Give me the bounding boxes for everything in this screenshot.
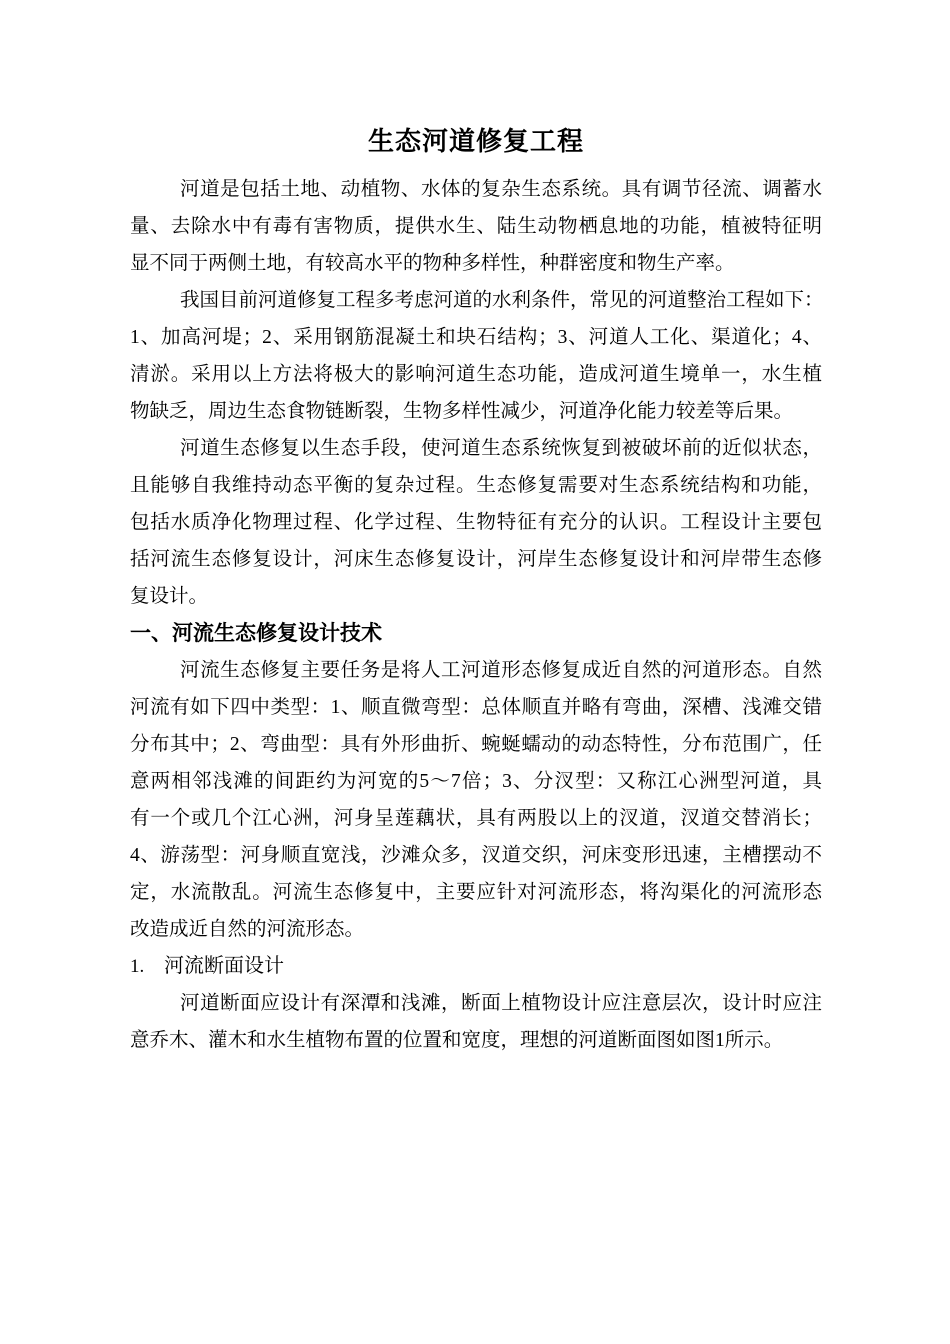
text-line: 定，水流散乱。河流生态修复中，主要应针对河流形态，将沟渠化的河流形态 — [130, 882, 822, 903]
list-item-text: 河流断面设计 — [164, 955, 284, 977]
text-line: 意乔木、灌木和水生植物布置的位置和宽度，理想的河道断面图如图1所示。 — [130, 1030, 784, 1051]
list-item-marker: 1. — [130, 956, 145, 977]
text-line: 分布其中；2、弯曲型：具有外形曲折、蜿蜒蠕动的动态特性，分布范围广，任 — [130, 734, 822, 755]
section-heading-1: 一、河流生态修复设计技术 — [130, 621, 382, 645]
page-title: 生态河道修复工程 — [367, 127, 584, 156]
text-line: 有一个或几个江心洲，河身呈莲藕状，具有两股以上的汊道，汊道交替消长； — [130, 808, 822, 829]
paragraph-5 — [130, 985, 822, 1059]
text-line: 且能够自我维持动态平衡的复杂过程。生态修复需要对生态系统结构和功能， — [130, 475, 822, 496]
paragraph-1 — [130, 171, 822, 282]
text-line: 清淤。采用以上方法将极大的影响河道生态功能，造成河道生境单一，水生植 — [130, 364, 822, 385]
text-line: 1、加高河堤；2、采用钢筋混凝土和块石结构；3、河道人工化、渠道化；4、 — [130, 327, 822, 348]
text-line: 括河流生态修复设计，河床生态修复设计，河岸生态修复设计和河岸带生态修 — [130, 549, 822, 570]
text-line: 显不同于两侧土地，有较高水平的物种多样性，种群密度和物生产率。 — [130, 253, 735, 274]
text-line: 河道生态修复以生态手段，使河道生态系统恢复到被破坏前的近似状态， — [180, 438, 822, 459]
document-content — [130, 126, 822, 1059]
paragraph-2 — [130, 282, 822, 430]
text-line: 量、去除水中有毒有害物质，提供水生、陆生动物栖息地的功能，植被特征明 — [130, 216, 822, 237]
text-line: 4、游荡型：河身顺直宽浅，沙滩众多，汊道交织，河床变形迅速，主槽摆动不 — [130, 845, 822, 866]
list-item-1 — [130, 948, 822, 985]
paragraph-3 — [130, 430, 822, 615]
text-line: 我国目前河道修复工程多考虑河道的水利条件，常见的河道整治工程如下： — [180, 290, 824, 311]
paragraph-4 — [130, 652, 822, 948]
text-line: 包括水质净化物理过程、化学过程、生物特征有充分的认识。工程设计主要包 — [130, 512, 822, 533]
text-line: 复设计。 — [130, 586, 209, 607]
text-line: 意两相邻浅滩的间距约为河宽的5～7倍；3、分汊型：又称江心洲型河道，具 — [130, 771, 822, 792]
text-line: 改造成近自然的河流形态。 — [130, 919, 365, 940]
text-line: 河道断面应设计有深潭和浅滩，断面上植物设计应注意层次，设计时应注 — [180, 993, 822, 1014]
text-line: 物缺乏，周边生态食物链断裂，生物多样性减少，河道净化能力较差等后果。 — [130, 401, 794, 422]
text-line: 河流生态修复主要任务是将人工河道形态修复成近自然的河道形态。自然 — [180, 660, 822, 681]
text-line: 河道是包括土地、动植物、水体的复杂生态系统。具有调节径流、调蓄水 — [180, 179, 822, 200]
text-line: 河流有如下四中类型：1、顺直微弯型：总体顺直并略有弯曲，深槽、浅滩交错 — [130, 697, 822, 718]
